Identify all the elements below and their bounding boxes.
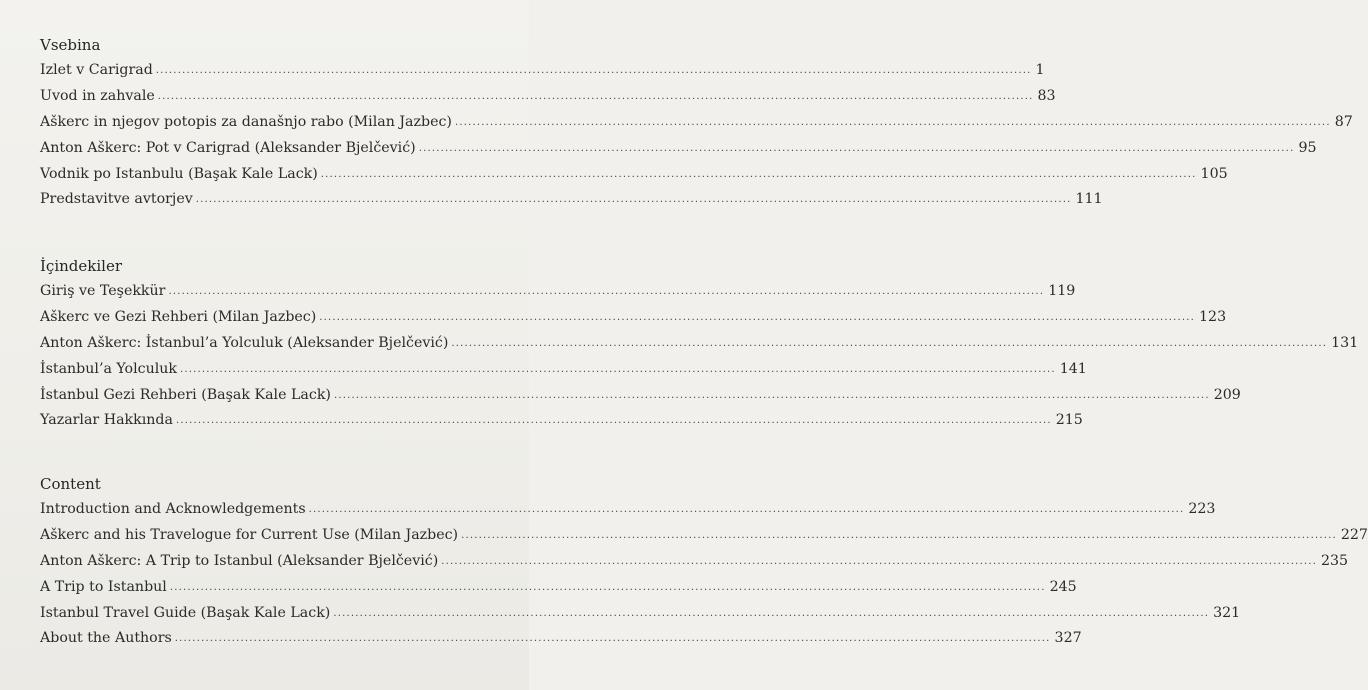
- entry-title: İstanbul Gezi Rehberi (Başak Kale Lack): [40, 386, 331, 403]
- toc-entry: [40, 279, 1076, 305]
- entry-title: Anton Aškerc: Pot v Carigrad (Aleksander Bjelčević): [40, 139, 416, 156]
- section-title: İçindekiler: [40, 257, 122, 275]
- dot-leader: ........................................................................................................................................................................................................: [179, 363, 1056, 375]
- toc-entry: [40, 58, 1045, 84]
- dot-leader: ........................................................................................................................................................................................................: [155, 65, 1032, 76]
- dot-leader: ........................................................................................................................................................................................................: [168, 286, 1045, 297]
- toc-section-slovenian: [40, 32, 1353, 213]
- toc-entry: [40, 357, 1087, 383]
- toc-entry: [40, 383, 1241, 409]
- toc-section-turkish: [40, 253, 1359, 434]
- entry-page-number: 215: [1055, 412, 1083, 429]
- toc-entry: [40, 305, 1227, 331]
- toc-entry: [40, 84, 1056, 110]
- dot-leader: ........................................................................................................................................................................................................: [175, 415, 1052, 427]
- entry-page-number: 105: [1200, 165, 1228, 182]
- dot-leader: ........................................................................................................................................................................................................: [174, 633, 1051, 645]
- entry-title: Aškerc ve Gezi Rehberi (Milan Jazbec): [40, 308, 317, 325]
- entry-title: Aškerc in njegov potopis za današnjo rabo (Milan Jazbec): [40, 113, 452, 130]
- entry-title: Anton Aškerc: A Trip to Istanbul (Aleksander Bjelčević): [40, 552, 439, 569]
- entry-page-number: 235: [1320, 552, 1349, 569]
- dot-leader: ........................................................................................................................................................................................................: [461, 529, 1337, 541]
- dot-leader: ........................................................................................................................................................................................................: [418, 142, 1295, 154]
- toc-entry: [40, 408, 1083, 434]
- entry-title: İstanbul’a Yolculuk: [40, 360, 177, 377]
- entry-title: Izlet v Carigrad: [40, 62, 153, 78]
- entry-page-number: 83: [1037, 87, 1056, 104]
- entry-title: About the Authors: [40, 630, 172, 647]
- toc-entry: [40, 110, 1353, 136]
- entry-title: Vodnik po Istanbulu (Başak Kale Lack): [40, 165, 318, 182]
- dot-leader: ........................................................................................................................................................................................................: [195, 194, 1072, 206]
- entry-page-number: 227: [1340, 526, 1368, 543]
- entry-page-number: 111: [1075, 191, 1103, 208]
- toc-entry: [40, 549, 1349, 575]
- toc-entry: [40, 187, 1103, 213]
- toc-entry: [40, 626, 1082, 652]
- entry-page-number: 209: [1213, 386, 1241, 403]
- entry-page-number: 131: [1331, 334, 1359, 351]
- entry-page-number: 245: [1049, 578, 1077, 595]
- entry-title: Anton Aškerc: İstanbul’a Yolculuk (Aleksander Bjelčević): [40, 334, 449, 351]
- entry-page-number: 223: [1188, 501, 1216, 517]
- section-title: Vsebina: [40, 36, 101, 54]
- toc-entry: [40, 136, 1317, 162]
- section-title: Content: [40, 475, 101, 493]
- entry-page-number: 87: [1334, 113, 1353, 130]
- toc-entry: [40, 601, 1241, 627]
- entry-page-number: 119: [1048, 283, 1076, 299]
- dot-leader: ........................................................................................................................................................................................................: [441, 555, 1317, 567]
- dot-leader: ........................................................................................................................................................................................................: [454, 116, 1331, 128]
- dot-leader: ........................................................................................................................................................................................................: [333, 607, 1210, 619]
- dot-leader: ........................................................................................................................................................................................................: [451, 337, 1328, 349]
- dot-leader: ........................................................................................................................................................................................................: [320, 168, 1197, 180]
- entry-title: Aškerc and his Travelogue for Current Use (Milan Jazbec): [40, 526, 459, 543]
- entry-title: Yazarlar Hakkında: [40, 412, 173, 429]
- entry-page-number: 1: [1035, 62, 1045, 78]
- dot-leader: ........................................................................................................................................................................................................: [169, 581, 1046, 593]
- entry-page-number: 141: [1059, 360, 1087, 377]
- entry-title: Predstavitve avtorjev: [40, 191, 193, 208]
- toc-entry: [40, 575, 1077, 601]
- entry-title: Istanbul Travel Guide (Başak Kale Lack): [40, 604, 331, 621]
- entry-title: Introduction and Acknowledgements: [40, 501, 306, 517]
- entry-title: Giriş ve Teşekkür: [40, 283, 166, 299]
- entry-page-number: 327: [1054, 630, 1082, 647]
- toc-entry: [40, 162, 1228, 188]
- entry-title: Uvod in zahvale: [40, 87, 155, 104]
- dot-leader: ........................................................................................................................................................................................................: [319, 311, 1196, 323]
- toc-entry: [40, 523, 1368, 549]
- entry-page-number: 95: [1298, 139, 1317, 156]
- entry-title: A Trip to Istanbul: [40, 578, 167, 595]
- dot-leader: ........................................................................................................................................................................................................: [308, 504, 1185, 515]
- dot-leader: ........................................................................................................................................................................................................: [333, 389, 1210, 401]
- toc-section-english: [40, 471, 1368, 652]
- entry-page-number: 123: [1199, 308, 1227, 325]
- dot-leader: ........................................................................................................................................................................................................: [157, 90, 1034, 102]
- toc-entry: [40, 331, 1359, 357]
- toc-entry: [40, 497, 1216, 523]
- entry-page-number: 321: [1213, 604, 1241, 621]
